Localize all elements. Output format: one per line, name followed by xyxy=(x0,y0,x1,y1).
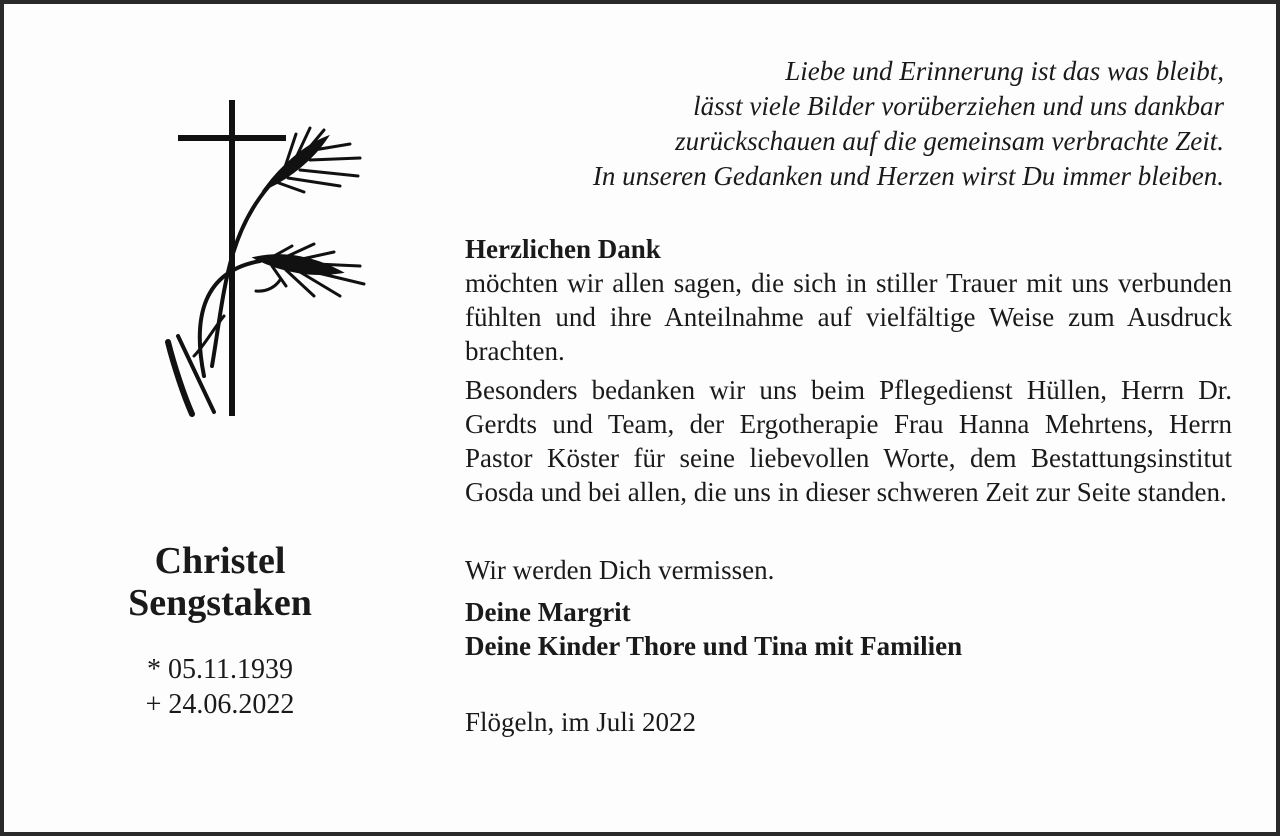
signature-line: Deine Kinder Thore und Tina mit Familien xyxy=(465,631,963,661)
life-dates xyxy=(64,652,376,722)
thanks-text xyxy=(465,232,1232,739)
quote-line: Liebe und Erinnerung ist das was bleibt, xyxy=(785,56,1224,86)
birth-date: * 05.11.1939 xyxy=(147,654,293,685)
farewell-line: Wir werden Dich vermissen. xyxy=(465,555,775,585)
signature-line: Deine Margrit xyxy=(465,597,631,627)
place-date: Flögeln, im Juli 2022 xyxy=(465,707,697,737)
quote-line: lässt viele Bilder vorüberziehen und uns dankbar xyxy=(693,91,1224,121)
first-name: Christel xyxy=(154,540,286,582)
quote-line: In unseren Gedanken und Herzen wirst Du immer bleiben. xyxy=(592,161,1224,191)
thanks-heading: Herzlichen Dank xyxy=(465,234,661,264)
thanks-paragraph: Besonders bedanken wir uns beim Pflegedienst Hüllen, Herrn Dr. Gerdts und Team, der Ergotherapie Frau Hanna Mehrtens, Herrn Pastor Köster für seine liebevollen Worte, dem Bestattungsinstitut Gosda und bei allen, die uns in dieser schweren Zeit zur Seite standen. xyxy=(465,375,1232,507)
signatures xyxy=(465,595,1232,663)
deceased-info xyxy=(64,540,376,722)
thanks-paragraph: möchten wir allen sagen, die sich in stiller Trauer mit uns verbunden fühlten und ihre Anteilnahme auf vielfältige Weise zum Ausdruck brachten. xyxy=(465,268,1232,366)
memorial-quote xyxy=(424,54,1224,194)
cross-with-wheat-icon xyxy=(164,96,366,418)
death-date: + 24.06.2022 xyxy=(145,689,295,720)
quote-line: zurückschauen auf die gemeinsam verbrachte Zeit. xyxy=(675,126,1224,156)
last-name: Sengstaken xyxy=(128,582,312,624)
